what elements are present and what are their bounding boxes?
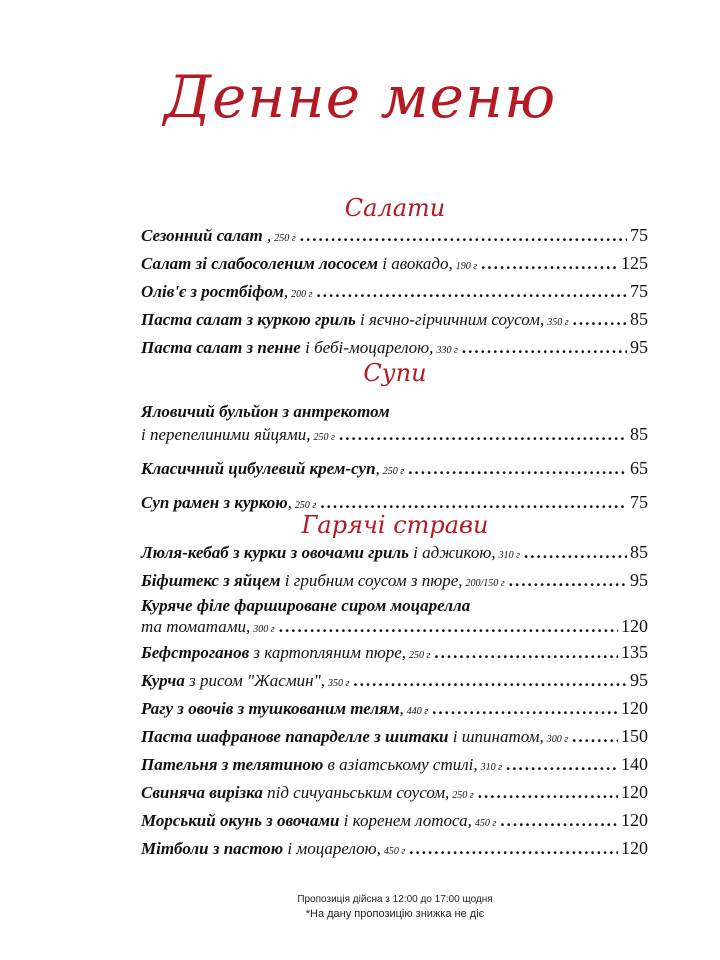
menu-title: Денне меню bbox=[163, 63, 557, 131]
item-name: Люля-кебаб з курки з овочами гриль bbox=[141, 543, 409, 562]
salads-list bbox=[141, 223, 648, 363]
item-name: Пательня з телятиною bbox=[141, 755, 324, 774]
menu-item bbox=[141, 568, 648, 596]
item-price: 75 bbox=[630, 281, 648, 301]
item-name: Олів'є з ростбіфом bbox=[141, 282, 284, 301]
dot-leader bbox=[434, 641, 618, 665]
item-name: Яловичий бульйон з антрекотом bbox=[141, 402, 390, 421]
item-price: 120 bbox=[621, 698, 648, 718]
offer-hours: Пропозиція дійсна з 12:00 до 17:00 щодня bbox=[297, 894, 493, 905]
item-extra: і шпинатом, bbox=[448, 727, 544, 746]
dot-leader bbox=[408, 457, 627, 481]
menu-item bbox=[141, 279, 648, 307]
item-weight: 250 г bbox=[294, 500, 317, 511]
item-price: 120 bbox=[621, 616, 648, 636]
menu-item bbox=[141, 307, 648, 335]
menu-item bbox=[141, 668, 648, 696]
item-name: Паста шафранове папарделле з шитаки bbox=[141, 727, 449, 746]
item-extra: і грибним соусом з пюре, bbox=[280, 571, 463, 590]
menu-item bbox=[141, 540, 648, 568]
item-name: Салат зі слабосоленим лососем bbox=[141, 254, 378, 273]
item-extra: і бебі-моцарелою, bbox=[300, 338, 434, 357]
dot-leader bbox=[573, 308, 627, 332]
item-extra: під сичуаньським соусом, bbox=[262, 783, 450, 802]
item-price: 150 bbox=[621, 726, 648, 746]
soups-list bbox=[141, 402, 648, 518]
item-weight: 250 г bbox=[452, 790, 474, 801]
menu-item bbox=[141, 251, 648, 279]
item-extra: та томатами, bbox=[141, 617, 251, 636]
item-extra: , bbox=[283, 282, 289, 301]
item-name: Біфштекс з яйцем bbox=[141, 571, 281, 590]
item-weight: 310 г bbox=[498, 550, 520, 561]
item-price: 85 bbox=[630, 542, 648, 562]
item-extra: з рисом "Жасмин", bbox=[184, 671, 325, 690]
item-name: Паста салат з куркою гриль bbox=[141, 310, 356, 329]
menu-item bbox=[141, 456, 648, 484]
item-extra: , bbox=[262, 226, 272, 245]
item-price: 95 bbox=[630, 337, 648, 357]
dot-leader bbox=[353, 669, 627, 693]
discount-note: *На дану пропозицію знижка не діє bbox=[305, 908, 485, 920]
item-price: 95 bbox=[630, 570, 648, 590]
menu-item bbox=[141, 836, 648, 864]
dot-leader bbox=[300, 224, 627, 248]
menu-item bbox=[141, 596, 648, 640]
item-extra: , bbox=[375, 459, 380, 478]
item-weight: 200/150 г bbox=[465, 578, 505, 589]
item-weight: 450 г bbox=[383, 846, 406, 857]
item-weight: 250 г bbox=[409, 650, 431, 661]
item-price: 120 bbox=[621, 810, 648, 830]
menu-item bbox=[141, 402, 648, 450]
item-name: Куряче філе фаршироване сиром моцарелла bbox=[141, 596, 471, 615]
dot-leader bbox=[409, 837, 618, 861]
item-extra: і авокадо, bbox=[377, 254, 453, 273]
item-price: 75 bbox=[630, 492, 648, 512]
item-weight: 330 г bbox=[436, 345, 458, 356]
dot-leader bbox=[339, 423, 627, 447]
menu-item bbox=[141, 752, 648, 780]
item-extra: і перепелиними яйцями, bbox=[141, 425, 311, 444]
item-weight: 190 г bbox=[455, 261, 478, 272]
item-price: 85 bbox=[630, 424, 648, 444]
item-price: 135 bbox=[621, 642, 648, 662]
menu-item bbox=[141, 808, 648, 836]
section-title-salads: Салати bbox=[344, 194, 446, 222]
item-extra: і яєчно-гірчичним соусом, bbox=[355, 310, 545, 329]
item-name: Сезонний салат bbox=[141, 226, 263, 245]
item-extra: і аджикою, bbox=[408, 543, 496, 562]
item-price: 85 bbox=[630, 309, 648, 329]
menu-item bbox=[141, 640, 648, 668]
item-weight: 450 г bbox=[474, 818, 497, 829]
item-extra: , bbox=[287, 493, 292, 512]
dot-leader bbox=[317, 280, 627, 304]
item-weight: 350 г bbox=[547, 317, 569, 328]
dot-leader bbox=[500, 809, 618, 833]
item-price: 95 bbox=[630, 670, 648, 690]
dot-leader bbox=[279, 617, 618, 637]
dot-leader bbox=[481, 252, 618, 276]
footer bbox=[0, 893, 720, 921]
dot-leader bbox=[509, 569, 627, 593]
item-name: Морський окунь з овочами bbox=[141, 811, 340, 830]
dot-leader bbox=[524, 541, 627, 565]
item-extra: , bbox=[399, 699, 404, 718]
item-price: 140 bbox=[621, 754, 648, 774]
item-name: Рагу з овочів з тушкованим телям bbox=[141, 699, 400, 718]
item-name: Бефстроганов bbox=[141, 643, 250, 662]
dot-leader bbox=[432, 697, 618, 721]
item-weight: 250 г bbox=[382, 466, 405, 477]
item-price: 65 bbox=[630, 458, 648, 478]
item-name: Свиняча вирізка bbox=[141, 783, 263, 802]
item-weight: 250 г bbox=[313, 432, 335, 443]
dot-leader bbox=[462, 336, 627, 360]
item-price: 120 bbox=[621, 838, 648, 858]
menu-item bbox=[141, 696, 648, 724]
item-price: 120 bbox=[621, 782, 648, 802]
item-price: 75 bbox=[630, 225, 648, 245]
item-name: Класичний цибулевий крем-суп bbox=[141, 459, 376, 478]
item-extra: з картопляним пюре, bbox=[249, 643, 407, 662]
item-weight: 310 г bbox=[480, 762, 503, 773]
dot-leader bbox=[572, 725, 618, 749]
item-name: Курча bbox=[141, 671, 185, 690]
item-name: Паста салат з пенне bbox=[141, 338, 301, 357]
item-weight: 300 г bbox=[546, 734, 569, 745]
item-extra: і коренем лотоса, bbox=[339, 811, 472, 830]
item-name: Мітболи з пастою bbox=[141, 839, 284, 858]
menu-item bbox=[141, 780, 648, 808]
item-extra: і моцарелою, bbox=[283, 839, 381, 858]
menu-item bbox=[141, 724, 648, 752]
dot-leader bbox=[478, 781, 618, 805]
item-weight: 300 г bbox=[253, 624, 275, 635]
item-weight: 350 г bbox=[327, 678, 350, 689]
dot-leader bbox=[506, 753, 618, 777]
item-weight: 440 г bbox=[406, 706, 429, 717]
hot-dishes-list bbox=[141, 540, 648, 864]
item-weight: 200 г bbox=[291, 289, 313, 300]
item-name: Суп рамен з куркою bbox=[141, 493, 288, 512]
menu-item bbox=[141, 223, 648, 251]
section-title-soups: Супи bbox=[363, 359, 427, 387]
section-title-hot-dishes: Гарячі страви bbox=[301, 511, 489, 539]
item-price: 125 bbox=[621, 253, 648, 273]
item-weight: 250 г bbox=[274, 233, 296, 244]
item-extra: в азіатському стилі, bbox=[323, 755, 478, 774]
